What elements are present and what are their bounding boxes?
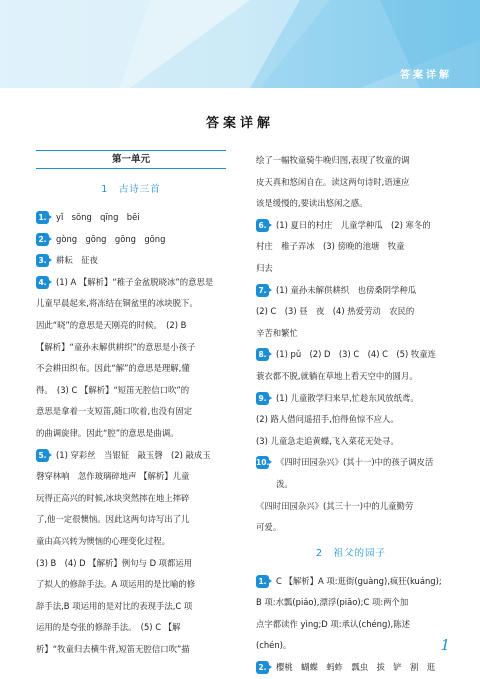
answer-line [36,358,226,380]
answer-text: 磬穿林响 忽作玻璃碎地声 【解析】儿童 [36,471,190,482]
question-number-badge: 7. [256,284,269,297]
lesson-heading: 2 祖父的园子 [315,547,387,559]
answer-list [256,571,446,679]
answer-text: 辞手法,B 项运用的是对比的表现手法,C 项 [36,600,193,611]
left-column [36,150,226,660]
answer-text: 该是缓慢的,要读出悠闲之感。 [256,198,368,209]
header-banner [0,0,480,88]
answer-text: B 项:水瓢(piáo),漂浮(piāo);C 项:两个加 [256,597,409,608]
question-number-badge: 5. [36,449,49,462]
answer-text: 《四时田园杂兴》(其三十一)中的儿童勤劳 [256,500,414,511]
answer-line [256,280,446,302]
question-number-badge: 1. [36,211,49,224]
question-number-badge: 2. [36,233,49,246]
answer-text: 意思是拿着一支短笛,随口吹着,也没有固定 [36,406,193,417]
answer-line [256,323,446,345]
answer-text: 村庄 稚子弄冰 (3) 傍晚的池塘 牧童 [256,241,405,252]
answer-text: (1) 童孙未解供耕织 也傍桑阴学种瓜 [276,284,417,295]
answer-text: 得。 (3) C 【解析】“短笛无腔信口吹”的 [36,384,190,395]
lesson-heading: 1 古诗三首 [101,184,161,195]
answer-line [256,496,446,518]
answer-list [36,207,226,660]
answer-text: 《四时田园杂兴》(其十一)中的孩子调皮活泼。 [276,457,434,489]
answer-line [256,258,446,280]
answer-line [36,401,226,423]
question-number-badge: 10. [256,458,270,468]
answer-text: 不会耕田织布。因此“解”的意思是理解,懂 [36,363,190,374]
answer-line [36,380,226,402]
question-number-badge: 1. [256,575,269,588]
answer-text: 【解析】“童孙未解供耕织”的意思是小孩子 [36,341,196,352]
answer-text: 樱桃 蝴蝶 蚂蚱 瓢虫 拔 铲 割 逛 [276,662,436,673]
answer-line [36,272,226,294]
answer-line [36,639,226,661]
answer-line [36,250,226,272]
answer-line [256,635,446,657]
answer-text: 归去 [256,262,273,273]
answer-line [256,571,446,593]
answer-line [256,215,446,237]
answer-line [36,293,226,315]
answer-line [256,366,446,388]
answer-text: 绘了一幅牧童骑牛晚归图,表现了牧童的调 [256,155,410,165]
answer-line [36,488,226,510]
answer-line [36,574,226,596]
page-number: 1 [440,636,450,654]
answer-line [36,207,226,229]
answer-text: 了拟人的修辞手法。A 项运用的是比喻的修 [36,579,196,590]
answer-line [256,150,446,172]
answer-text: 析】“牧童归去横牛背,短笛无腔信口吹”描 [36,643,190,654]
answer-line [36,337,226,359]
answer-text: yǐ sōng qīng bēi [56,212,140,222]
answer-line [256,193,446,215]
question-number-badge: 9. [256,392,269,405]
answer-text: 的曲调旋律。因此“腔”的意思是曲调。 [36,427,179,438]
answer-text: (3) 儿童急走追黄蝶,飞入菜花无处寻。 [256,435,399,446]
answer-line [256,388,446,410]
answer-text: (chén)。 [256,640,292,651]
answer-line [256,172,446,194]
answer-line [36,423,226,445]
answer-text: gòng gōng gōng gōng [56,233,166,244]
answer-text: (2) 路人借问遥招手,怕得鱼惊不应人。 [256,414,399,425]
answer-text: (3) B (4) D 【解析】例句与 D 项都运用 [36,557,193,568]
unit-heading: 第一单元 [36,150,226,169]
question-number-badge: 4. [36,276,49,289]
page-title: 答案详解 [205,116,274,131]
answer-text: (1) 儿童散学归来早,忙趁东风放纸鸢。 [276,392,419,403]
answer-line [36,553,226,575]
answer-text: 皮天真和悠闲自在。读这两句诗时,语速应 [256,176,410,187]
answer-text: 运用的是夸张的修辞手法。 (5) C 【解 [36,622,181,633]
answer-line [256,431,446,453]
right-column [256,150,446,679]
answer-text: 蓑衣都不脱,就躺在草地上看天空中的圆月。 [256,370,418,381]
answer-text: 辛苦和繁忙 [256,327,298,338]
answer-line [256,409,446,431]
answer-line [36,596,226,618]
answer-text: (1) 夏日的村庄 儿童学种瓜 (2) 寒冬的 [276,219,431,230]
answer-text: C 【解析】A 项:逛街(guàng),疯狂(kuáng); [276,575,442,586]
answer-line [256,657,446,679]
answer-text: 玩得正高兴的时候,冰块突然摔在地上摔碎 [36,492,190,503]
answer-text: 了,他一定很懊恼。因此这两句诗写出了儿 [36,514,190,525]
answer-text: 儿童早晨起来,将冻结在铜盆里的冰块脱下。 [36,298,198,309]
answer-text: (1) pǔ (2) D (3) C (4) C (5) 牧童连 [276,349,437,360]
answer-line [256,517,446,539]
question-number-badge: 8. [256,348,269,361]
answer-text: (1) 穿彩丝 当银钲 敲玉磬 (2) 敲成玉 [56,449,211,460]
question-number-badge: 6. [256,219,269,232]
answer-text: (1) A 【解析】“稚子金盆脱晓冰”的意思是 [56,276,214,287]
answer-text: 耕耘 征夜 [56,255,98,266]
answer-line [36,229,226,251]
answer-text: 可爱。 [256,522,282,533]
answer-line [256,344,446,366]
answer-text: 因此“晓”的意思是天刚亮的时候。 (2) B [36,319,187,330]
answer-line [256,452,446,495]
answer-line [36,531,226,553]
answer-line [36,466,226,488]
question-number-badge: 3. [36,254,49,267]
answer-list [256,150,446,539]
answer-text: 点字都读作 yìng;D 项:承认(chéng),陈述 [256,618,410,629]
question-number-badge: 2. [256,661,269,674]
answer-line [36,445,226,467]
answer-line [36,617,226,639]
header-label: 答案详解 [400,70,452,81]
answer-line [36,509,226,531]
answer-text: 童由高兴转为懊恼的心理变化过程。 [36,535,170,546]
answer-line [36,315,226,337]
answer-line [256,614,446,636]
answer-text: (2) C (3) 昼 夜 (4) 热爱劳动 农民的 [256,306,415,317]
answer-line [256,301,446,323]
answer-line [256,592,446,614]
answer-line [256,236,446,258]
